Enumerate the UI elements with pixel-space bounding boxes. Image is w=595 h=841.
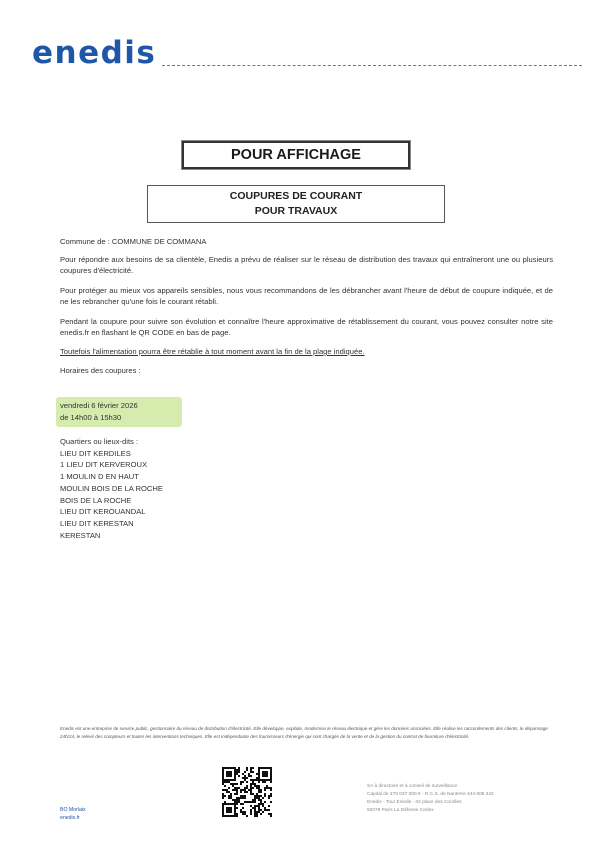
- paragraph-protect: Pour protéger au mieux vos appareils sensibles, nous vous recommandons de les débrancher avant l'heure de début de coupure indiquée, et de ne les rebrancher qu'une fois le courant rétabli.: [60, 286, 553, 306]
- subtitle-line-1: COUPURES DE COURANT: [229, 190, 363, 202]
- list-item: LIEU DIT KERDILES: [60, 448, 131, 458]
- legal-line: Enedis - Tour Enedis - 34 place des Corolles: [367, 800, 462, 805]
- enedis-logo: enedis: [32, 35, 157, 71]
- list-item: LIEU DIT KEROUANDAL: [60, 507, 146, 517]
- restore-warning: Toutefois l'alimentation pourra être rétablie à tout moment avant la fin de la plage indiquée.: [60, 347, 365, 356]
- areas-label: Quartiers ou lieux-dits :: [60, 437, 139, 446]
- list-item: 1 LIEU DIT KERVEROUX: [60, 460, 148, 470]
- list-item: BOIS DE LA ROCHE: [60, 495, 132, 505]
- posting-title-box: [182, 141, 410, 169]
- office-name: BO Morlaix: [60, 807, 86, 813]
- posting-title: POUR AFFICHAGE: [231, 147, 361, 163]
- header-divider: [162, 65, 582, 66]
- areas-list: [60, 436, 163, 541]
- list-item: LIEU DIT KERESTAN: [60, 518, 134, 528]
- website-link[interactable]: enedis.fr: [60, 815, 80, 821]
- subtitle-line-2: POUR TRAVAUX: [254, 205, 338, 217]
- legal-line: SA à directoire et à conseil de surveillance: [367, 784, 458, 789]
- schedule-label: Horaires des coupures :: [60, 366, 141, 375]
- outage-subtitle-box: [147, 185, 445, 223]
- legal-line: Capital de 270 037 000 € - R.C.S. de Nanterre 444 608 442: [367, 792, 494, 797]
- list-item: 1 MOULIN D EN HAUT: [60, 472, 139, 482]
- paragraph-qr: Pendant la coupure pour suivre son évolution et connaître l'heure approximative de rétablissement du courant, vous pouvez consulter notre site enedis.fr en flashant le QR CODE en bas de page.: [60, 317, 553, 337]
- commune-label: Commune de : COMMUNE DE COMMANA: [60, 237, 207, 246]
- footer-company-note: Enedis est une entreprise de service public, gestionnaire du réseau de distribution d'électricité. Elle développe, exploite, modernise le réseau électrique et gère les données associées. Elle réalise les raccordements des clients, le dépannage 24h/24, le relevé des compteurs et toutes les interventions techniques. Elle est indépendante des fournisseurs d'énergie qui sont chargés de la vente et de la gestion du contrat de fourniture d'électricité.: [60, 726, 548, 739]
- outage-date: vendredi 6 février 2026: [60, 401, 138, 410]
- outage-time-range: de 14h00 à 15h30: [60, 413, 122, 422]
- legal-line: 92079 Paris La Défense Cedex: [367, 808, 434, 813]
- qr-code[interactable]: [222, 767, 272, 817]
- footer-office: [60, 806, 86, 822]
- list-item: MOULIN BOIS DE LA ROCHE: [60, 483, 163, 493]
- list-item: KERESTAN: [60, 530, 101, 540]
- paragraph-intro: Pour répondre aux besoins de sa clientèle, Enedis a prévu de réaliser sur le réseau de distribution des travaux qui entraîneront une ou plusieurs coupures d'électricité.: [60, 255, 553, 275]
- legal-info: [367, 783, 494, 815]
